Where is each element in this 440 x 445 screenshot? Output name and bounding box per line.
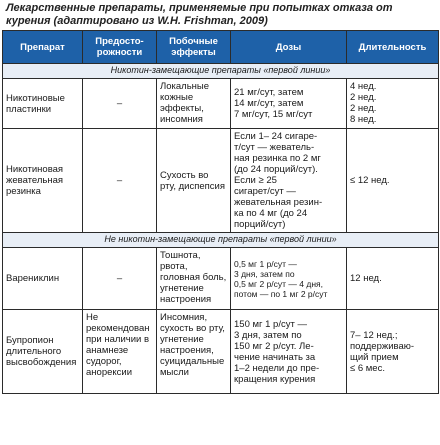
dose-line: 1–2 недели до пре- [234,362,320,374]
dose-line: т/сут — жеватель- [234,142,315,153]
dose-cell [231,79,347,129]
dose-line: 3 дня, затем по [234,329,302,341]
table-caption [6,2,436,28]
dose-line: Если ≥ 25 [234,175,277,186]
precautions-cell: – [83,248,157,310]
dose-line: ка по 4 мг (до 24 [234,208,308,219]
dose-cell [231,310,347,394]
table-row [3,248,439,310]
dose-line: чение начинать за [234,351,316,363]
header-drug: Препарат [3,31,83,64]
dose-line: (до 24 порций/сут). [234,164,318,175]
duration-line: ≤ 12 нед. [350,175,390,186]
duration-line: 7– 12 нед.; [350,329,398,341]
dose-line: 150 мг 1 р/сут — [234,318,307,330]
duration-line: 2 нед. [350,103,377,114]
precautions-cell: – [83,129,157,233]
table-row [3,310,439,394]
dose-line: сигарет/сут — [234,186,296,197]
dose-line: 7 мг/сут, 15 мг/сут [234,109,313,120]
duration-cell [347,310,439,394]
section-label: Никотин-замещающие препараты «первой линии» [3,64,439,79]
dose-line: 3 дня, затем по [234,268,295,279]
duration-line: поддерживаю- [350,340,415,352]
duration-cell [347,129,439,233]
drug-cell: Никотиновая жевательная резинка [3,129,83,233]
dose-line: порций/сут) [234,219,286,230]
table-row [3,79,439,129]
header-doses: Дозы [231,31,347,64]
side-effects-cell: Инсомния, сухость во рту, угнетение настроения, суицидальные мысли [157,310,231,394]
duration-line: 12 нед. [350,273,382,284]
side-effects-cell: Локальные кожные эффекты, инсомния [157,79,231,129]
dose-line: 14 мг/сут, затем [234,98,304,109]
header-side-effects: Побочные эффекты [157,31,231,64]
dose-line: 0,5 мг 1 р/сут — [234,258,297,269]
caption-line-1: Лекарственные препараты, применяемые при попытках отказа от [6,2,393,14]
section-row [3,233,439,248]
dose-cell [231,129,347,233]
section-label: Не никотин-замещающие препараты «первой линии» [3,233,439,248]
dose-line: ная резинка по 2 мг [234,153,321,164]
drug-table [2,30,439,394]
duration-line: щий прием [350,351,399,363]
dose-line: Если 1– 24 сигаре- [234,131,318,142]
header-row [3,31,439,64]
duration-line: 8 нед. [350,114,377,125]
duration-cell [347,79,439,129]
precautions-cell: Не рекомендован при наличии в анамнезе судорог, анорексии [83,310,157,394]
duration-line: 2 нед. [350,92,377,103]
dose-line: кращения курения [234,373,316,385]
duration-line: 4 нед. [350,81,377,92]
drug-cell: Варениклин [3,248,83,310]
dose-line: 150 мг 2 р/сут. Ле- [234,340,314,352]
header-duration: Длительность [347,31,439,64]
dose-cell [231,248,347,310]
precautions-cell: – [83,79,157,129]
dose-line: потом — по 1 мг 2 р/сут [234,288,328,299]
side-effects-cell: Сухость во рту, диспепсия [157,129,231,233]
drug-cell: Никотиновые пластинки [3,79,83,129]
duration-cell [347,248,439,310]
dose-line: 21 мг/сут, затем [234,87,304,98]
header-precautions: Предосто-рожности [83,31,157,64]
dose-line: 0,5 мг 2 р/сут — 4 дня, [234,278,323,289]
dose-line: жевательная резин- [234,197,323,208]
side-effects-cell: Тошнота, рвота, головная боль, угнетение настроения [157,248,231,310]
table-row [3,129,439,233]
section-row [3,64,439,79]
duration-line: ≤ 6 мес. [350,362,385,374]
drug-cell: Бупропион длительного высвобождения [3,310,83,394]
caption-line-2: курения (адаптировано из W.H. Frishman, 2009) [6,15,268,27]
